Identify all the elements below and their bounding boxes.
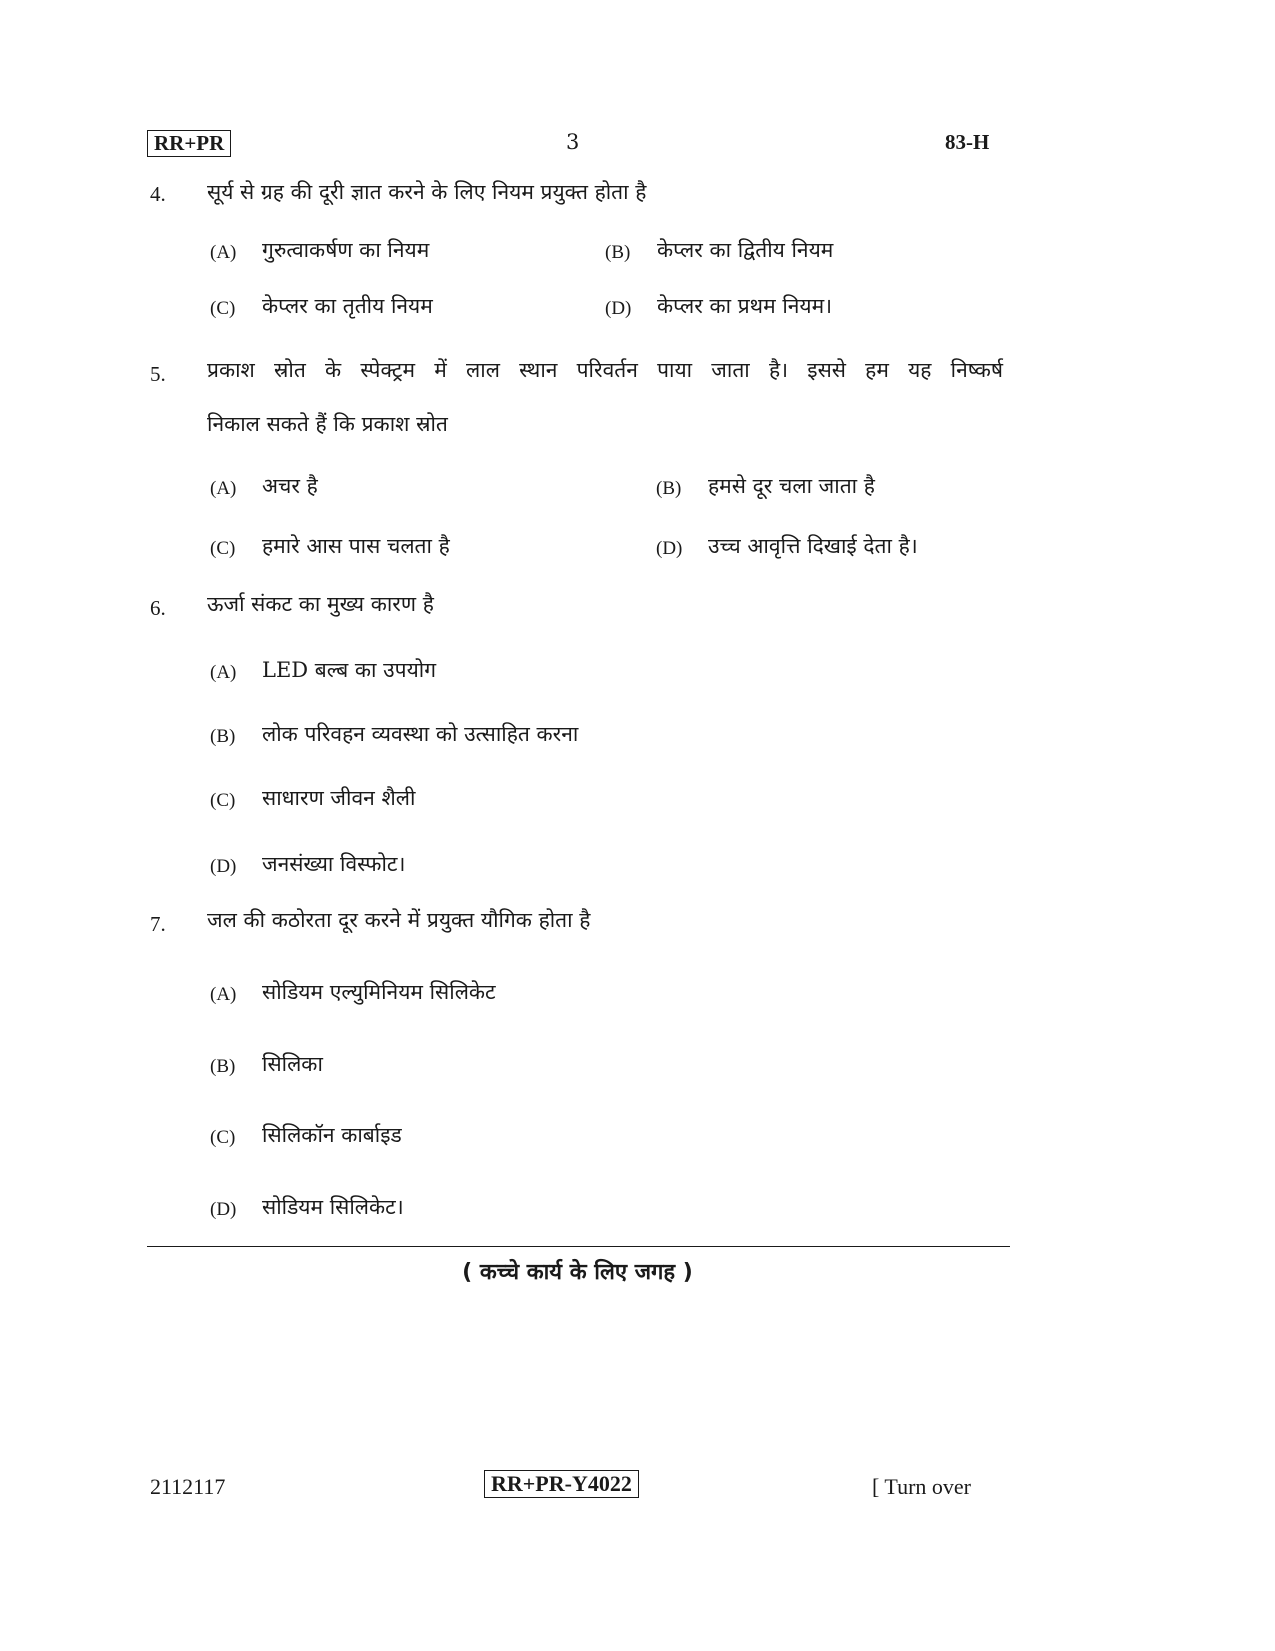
option-label: (B) (605, 242, 631, 263)
question-text-line1: प्रकाश स्रोत के स्पेक्ट्रम में लाल स्थान परिवर्तन पाया जाता है। इससे हम यह निष्कर्ष (207, 358, 1003, 382)
question-number: 4. (150, 182, 166, 206)
question-text: जल की कठोरता दूर करने में प्रयुक्त यौगिक होता है (207, 908, 591, 932)
option-text: जनसंख्या विस्फोट। (262, 852, 406, 876)
question-number: 6. (150, 596, 166, 620)
footer-series-box (484, 1470, 639, 1498)
option-text: अचर है (262, 474, 318, 498)
header-code-box (147, 130, 231, 157)
option-label: (C) (210, 790, 236, 811)
question-text: ऊर्जा संकट का मुख्य कारण है (207, 592, 434, 616)
option-text: केप्लर का प्रथम नियम। (657, 294, 833, 318)
option-label: (D) (210, 856, 237, 877)
option-label: (B) (656, 478, 682, 499)
option-label: (C) (210, 1127, 236, 1148)
option-text: सोडियम एल्युमिनियम सिलिकेट (262, 980, 496, 1004)
option-label: (A) (210, 984, 237, 1005)
question-text: सूर्य से ग्रह की दूरी ज्ञात करने के लिए नियम प्रयुक्त होता है (207, 180, 647, 204)
option-text: सिलिका (262, 1052, 323, 1076)
option-text: साधारण जीवन शैली (262, 786, 416, 810)
option-text: उच्च आवृत्ति दिखाई देता है। (708, 534, 918, 558)
option-text: केप्लर का तृतीय नियम (262, 294, 433, 318)
option-text: लोक परिवहन व्यवस्था को उत्साहित करना (262, 722, 579, 746)
option-text: सिलिकॉन कार्बाइड (262, 1123, 402, 1147)
option-text: गुरुत्वाकर्षण का नियम (262, 238, 430, 262)
option-label: (A) (210, 662, 237, 683)
option-label: (D) (656, 538, 683, 559)
option-label: (B) (210, 1056, 236, 1077)
question-number: 7. (150, 912, 166, 936)
footer-series-code: RR+PR-Y4022 (491, 1471, 632, 1496)
option-label: (B) (210, 726, 236, 747)
option-text: हमारे आस पास चलता है (262, 534, 450, 558)
option-label: (A) (210, 242, 237, 263)
turn-over: [ Turn over (872, 1474, 972, 1499)
option-label: (C) (210, 298, 236, 319)
footer-code-number: 2112117 (150, 1474, 226, 1499)
option-text: केप्लर का द्वितीय नियम (657, 238, 834, 262)
divider (147, 1246, 1010, 1247)
option-label: (C) (210, 538, 236, 559)
question-number: 5. (150, 362, 166, 386)
option-label: (A) (210, 478, 237, 499)
page-number: 3 (566, 130, 580, 154)
option-text: LED बल्ब का उपयोग (262, 658, 437, 682)
option-text: सोडियम सिलिकेट। (262, 1195, 404, 1219)
paper-code: 83-H (945, 130, 990, 154)
header-code: RR+PR (154, 131, 225, 155)
option-text: हमसे दूर चला जाता है (708, 474, 875, 498)
question-text-line2: निकाल सकते हैं कि प्रकाश स्रोत (207, 412, 448, 436)
rough-work-heading: ( कच्चे कार्य के लिए जगह ) (462, 1260, 693, 1285)
option-label: (D) (210, 1199, 237, 1220)
option-label: (D) (605, 298, 632, 319)
